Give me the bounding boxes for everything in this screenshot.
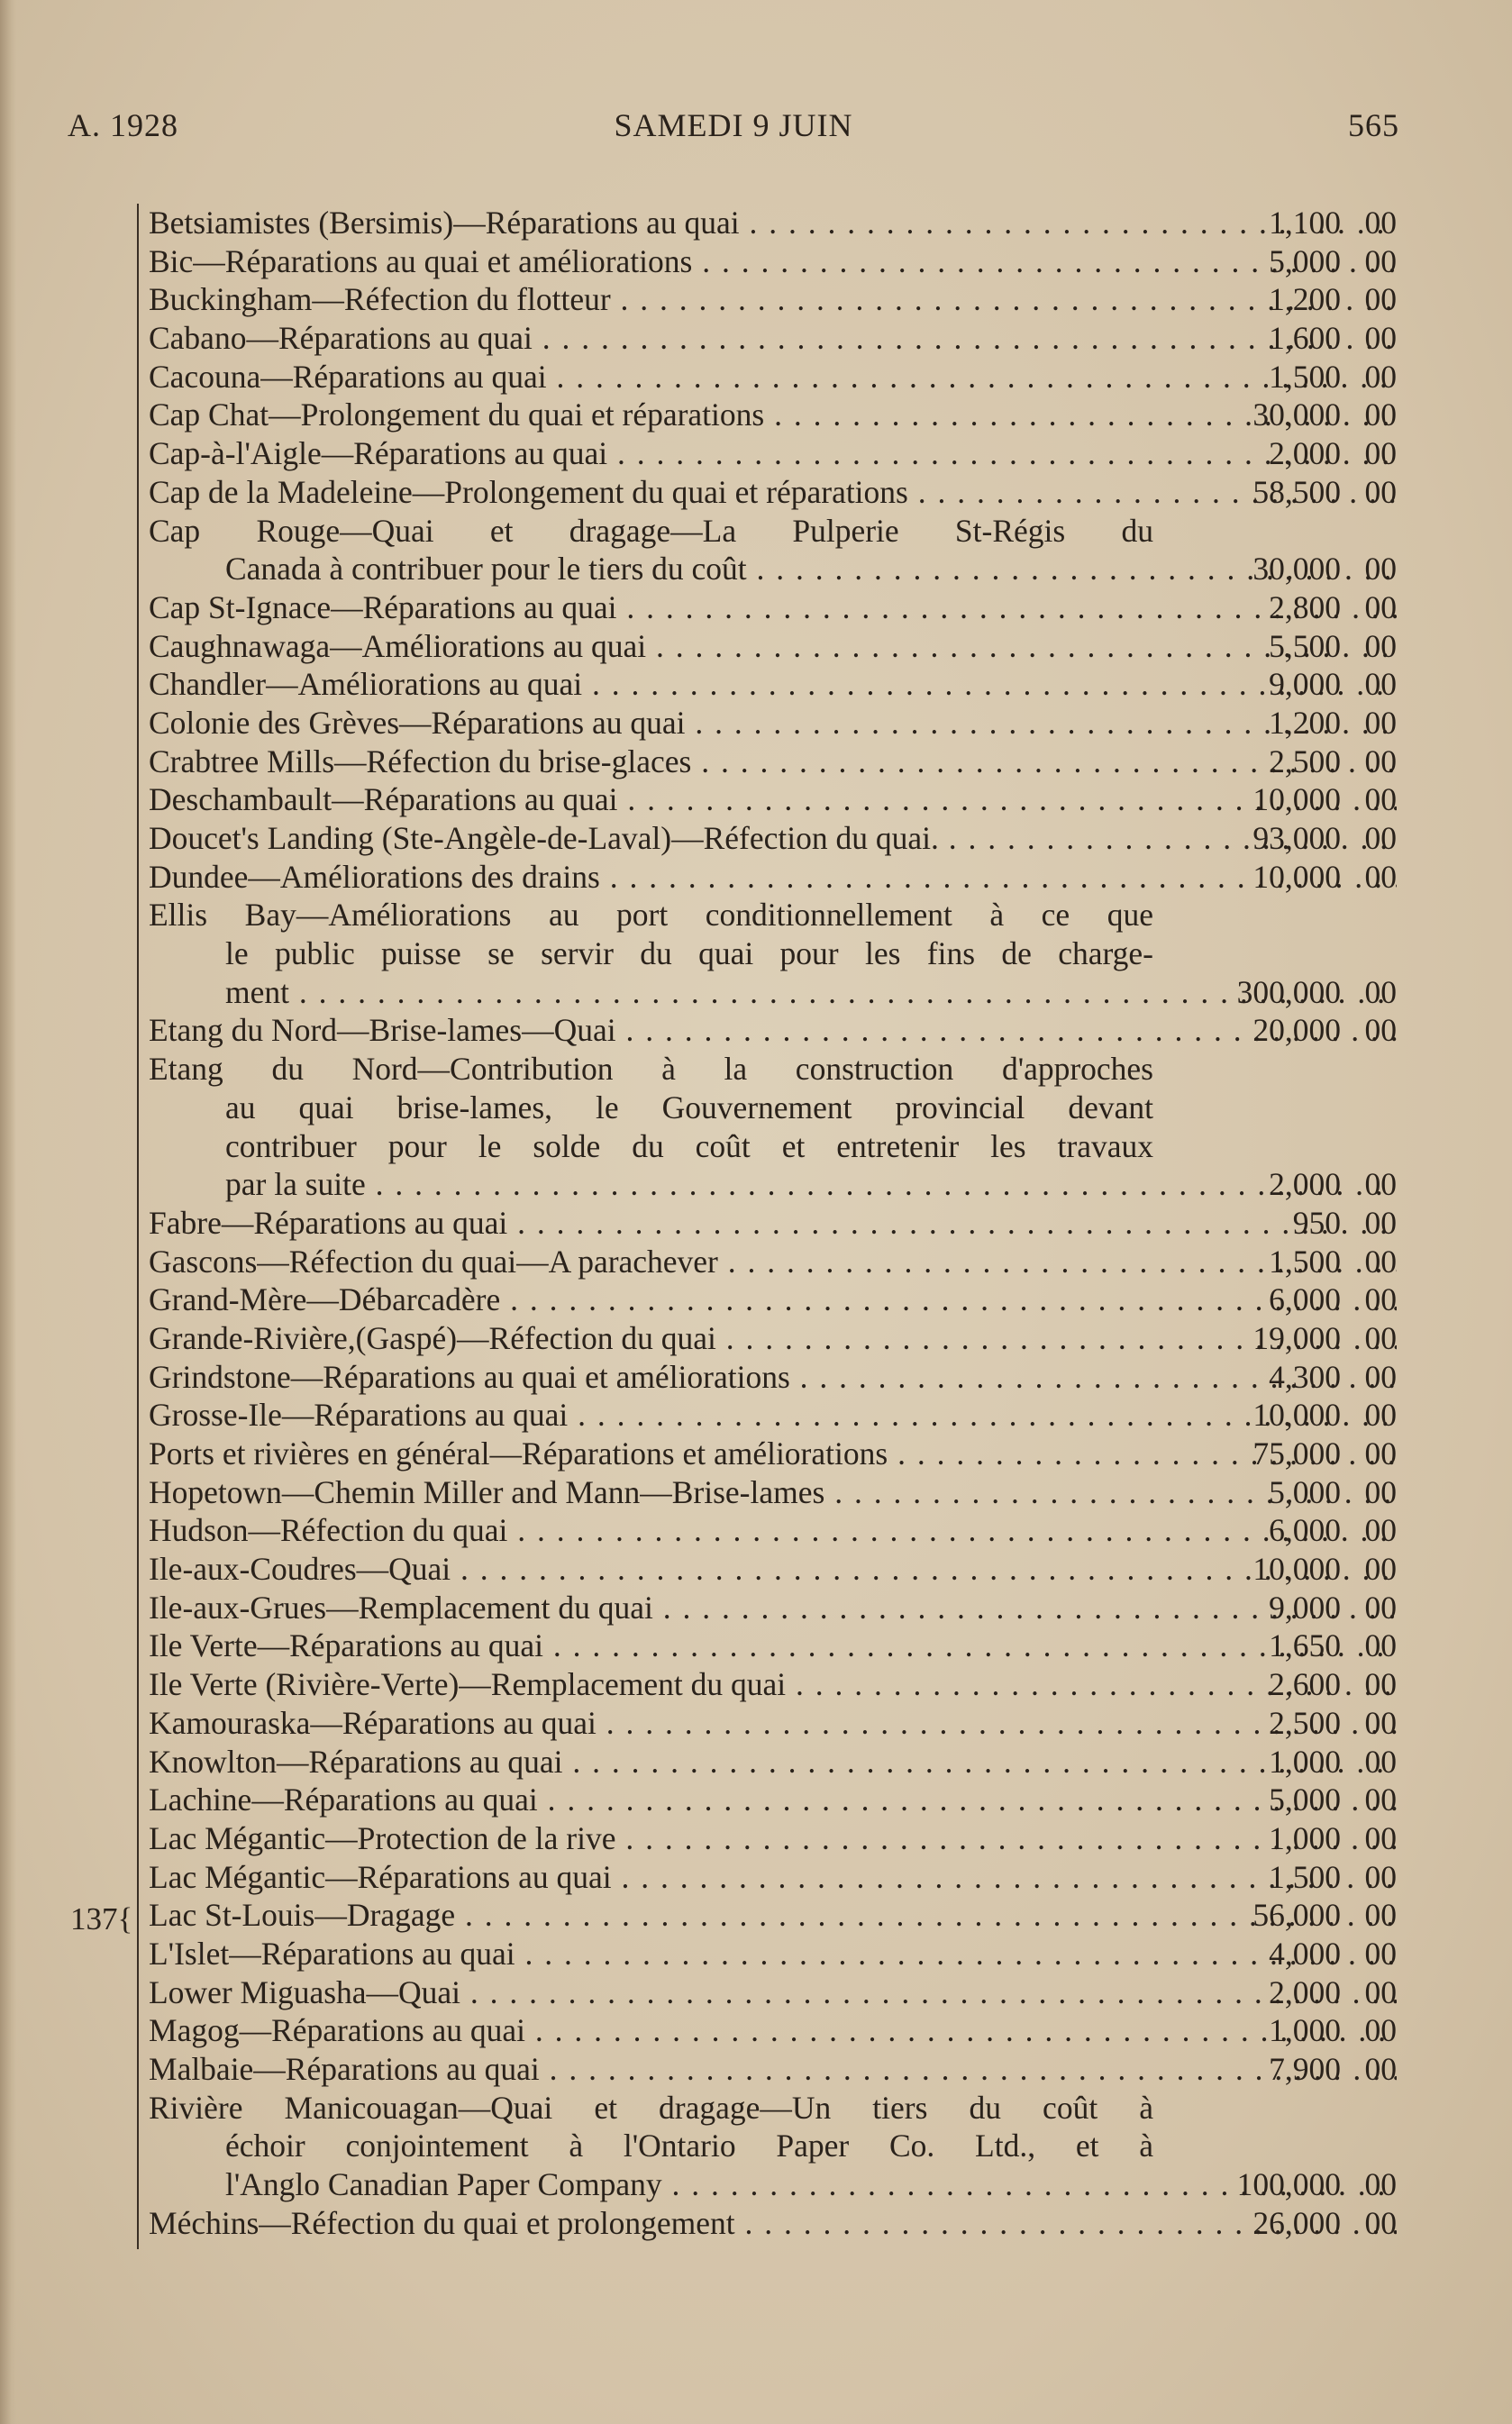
amount-dollars: 93,000: [1252, 820, 1341, 856]
entry-description-line: [149, 1627, 1397, 1665]
amount-cents: 00: [1364, 2012, 1397, 2049]
amount-dollars: 20,000: [1252, 1012, 1341, 1049]
expenditure-entry: [149, 2089, 1397, 2204]
entry-description-line: [149, 1050, 1397, 1089]
entry-amount: [1162, 1511, 1397, 1550]
amount-dollars: 100,000: [1236, 2166, 1341, 2203]
expenditure-entry: [149, 2204, 1397, 2243]
amount-dollars: 1,000: [1269, 1819, 1341, 1856]
entry-amount: [1162, 1819, 1397, 1858]
entry-description-text: échoir conjointement à l'Ontario Paper Co. Ltd., et à: [225, 2128, 1153, 2164]
amount-dollars: 58,500: [1252, 473, 1341, 510]
amount-dollars: 1,500: [1269, 358, 1341, 395]
entry-description-line: [149, 2127, 1397, 2165]
entry-description-text: ment: [225, 973, 289, 1010]
amount-cents: 00: [1364, 743, 1397, 779]
entry-description-text: Doucet's Landing (Ste-Angèle-de-Laval)—Réfection du quai.: [149, 820, 939, 856]
entry-description-line: [149, 2050, 1397, 2089]
amount-cents: 00: [1364, 205, 1397, 241]
amount-cents: 00: [1364, 2204, 1397, 2241]
entry-amount: [1162, 704, 1397, 743]
entry-description-line: [149, 1089, 1397, 1127]
entry-amount: [1162, 780, 1397, 819]
entry-amount: [1162, 1973, 1397, 2012]
entry-description-line: [149, 2204, 1397, 2243]
amount-cents: 00: [1364, 973, 1397, 1010]
expenditure-entry: [149, 1627, 1397, 1665]
entry-amount: [1162, 973, 1397, 1012]
entry-amount: [1162, 588, 1397, 627]
amount-dollars: 10,000: [1252, 858, 1341, 895]
entry-description-line: [149, 1280, 1397, 1319]
entry-description-line: [149, 780, 1397, 819]
entry-description-text: Lac Mégantic—Réparations au quai: [149, 1858, 612, 1895]
amount-dollars: 2,000: [1269, 1166, 1341, 1203]
expenditure-entry: [149, 204, 1397, 242]
entry-description-text: Lac St-Louis—Dragage: [149, 1897, 456, 1934]
amount-cents: 00: [1364, 820, 1397, 856]
entry-description-text: au quai brise-lames, le Gouvernement provincial devant: [225, 1089, 1153, 1125]
amount-dollars: 5,500: [1269, 627, 1341, 664]
expenditure-entry: [149, 627, 1397, 666]
entry-description-line: [149, 1127, 1397, 1166]
expenditure-entry: [149, 1781, 1397, 1819]
amount-cents: 00: [1364, 704, 1397, 741]
amount-dollars: 56,000: [1252, 1897, 1341, 1934]
entry-amount: [1162, 242, 1397, 281]
amount-dollars: 26,000: [1252, 2204, 1341, 2241]
expenditure-entry: [149, 1204, 1397, 1243]
entry-description-text: Cap Rouge—Quai et dragage—La Pulperie St-Régis du: [149, 512, 1153, 549]
entry-description-line: [149, 280, 1397, 319]
entry-description-line: [149, 1243, 1397, 1281]
entry-amount: [1162, 1011, 1397, 1050]
entry-amount: [1162, 2204, 1397, 2243]
entry-description-line: [149, 1511, 1397, 1550]
amount-cents: 00: [1364, 242, 1397, 279]
entry-description-text: Canada à contribuer pour le tiers du coût: [225, 551, 747, 588]
amount-cents: 00: [1364, 435, 1397, 472]
amount-cents: 00: [1364, 1935, 1397, 1972]
entry-amount: [1162, 1280, 1397, 1319]
entry-description-line: [149, 1396, 1397, 1435]
entry-description-text: Hopetown—Chemin Miller and Mann—Brise-lames: [149, 1473, 825, 1510]
entries-bracket: [137, 204, 139, 2249]
header-page-number: 565: [1348, 107, 1399, 143]
entry-amount: [1162, 1396, 1397, 1435]
expenditure-entry: [149, 512, 1397, 588]
amount-cents: 00: [1364, 1782, 1397, 1818]
entry-description-line: [149, 1819, 1397, 1858]
entry-amount: [1162, 1781, 1397, 1819]
entry-description-line: [149, 1665, 1397, 1704]
entry-description-line: [149, 2165, 1397, 2204]
amount-cents: 00: [1364, 781, 1397, 818]
expenditure-list: [149, 204, 1397, 2242]
expenditure-entry: [149, 665, 1397, 704]
entry-description-text: Ports et rivières en général—Réparations et améliorations: [149, 1435, 888, 1472]
entry-description-text: Cap de la Madeleine—Prolongement du quai et réparations: [149, 473, 908, 510]
amount-dollars: 5,000: [1269, 1473, 1341, 1510]
amount-cents: 00: [1364, 1512, 1397, 1549]
entry-description-text: Gascons—Réfection du quai—A parachever: [149, 1243, 718, 1280]
entry-description-text: Cap-à-l'Aigle—Réparations au quai: [149, 435, 608, 472]
entry-description-text: Cap Chat—Prolongement du quai et réparations: [149, 396, 765, 433]
header-date: SAMEDI 9 JUIN: [614, 107, 853, 143]
amount-cents: 00: [1364, 1204, 1397, 1241]
amount-dollars: 2,500: [1269, 743, 1341, 779]
entry-description-text: Fabre—Réparations au quai: [149, 1204, 508, 1241]
amount-dollars: 6,000: [1269, 1512, 1341, 1549]
entry-description-text: Buckingham—Réfection du flotteur: [149, 281, 611, 318]
entry-description-line: [149, 1550, 1397, 1589]
amount-cents: 00: [1364, 1358, 1397, 1395]
entry-amount: [1162, 434, 1397, 473]
page-header: [68, 106, 1399, 151]
amount-dollars: 1,200: [1269, 704, 1341, 741]
amount-cents: 00: [1364, 1281, 1397, 1318]
entry-description-text: Ellis Bay—Améliorations au port conditionnellement à ce que: [149, 897, 1153, 934]
entry-amount: [1162, 1665, 1397, 1704]
amount-dollars: 1,000: [1269, 2012, 1341, 2049]
entry-amount: [1162, 280, 1397, 319]
entry-description-text: l'Anglo Canadian Paper Company: [225, 2166, 662, 2203]
entry-description-text: Caughnawaga—Améliorations au quai: [149, 627, 647, 664]
expenditure-entry: [149, 819, 1397, 858]
entry-description-text: Grosse-Ile—Réparations au quai: [149, 1397, 569, 1434]
entry-amount: [1162, 1165, 1397, 1204]
amount-dollars: 1,500: [1269, 1858, 1341, 1895]
amount-dollars: 19,000: [1252, 1319, 1341, 1356]
entry-amount: [1162, 358, 1397, 396]
entry-description-line: [149, 512, 1397, 551]
entry-amount: [1162, 2011, 1397, 2050]
entry-description-text: Grindstone—Réparations au quai et améliorations: [149, 1358, 790, 1395]
amount-cents: 00: [1364, 320, 1397, 357]
expenditure-entry: [149, 319, 1397, 358]
entry-amount: [1162, 743, 1397, 781]
amount-dollars: 6,000: [1269, 1281, 1341, 1318]
expenditure-entry: [149, 1280, 1397, 1319]
amount-dollars: 9,000: [1269, 1589, 1341, 1626]
entry-description-line: [149, 1743, 1397, 1782]
expenditure-entry: [149, 1435, 1397, 1473]
expenditure-entry: [149, 1896, 1397, 1935]
entry-description-line: [149, 358, 1397, 396]
expenditure-entry: [149, 1511, 1397, 1550]
entry-amount: [1162, 665, 1397, 704]
entry-amount: [1162, 858, 1397, 897]
expenditure-entry: [149, 896, 1397, 1011]
amount-cents: 00: [1364, 2051, 1397, 2087]
entry-description-line: [149, 1358, 1397, 1397]
amount-dollars: 7,900: [1269, 2051, 1341, 2087]
entry-description-line: [149, 1704, 1397, 1743]
entry-amount: [1162, 1704, 1397, 1743]
amount-cents: 00: [1364, 1704, 1397, 1741]
entry-amount: [1162, 1550, 1397, 1589]
entry-description-text: contribuer pour le solde du coût et entretenir les travaux: [225, 1127, 1153, 1164]
expenditure-entry: [149, 1819, 1397, 1858]
amount-cents: 00: [1364, 396, 1397, 433]
amount-cents: 00: [1364, 1397, 1397, 1434]
amount-dollars: 10,000: [1252, 1551, 1341, 1588]
amount-dollars: 5,000: [1269, 242, 1341, 279]
amount-dollars: 950: [1292, 1204, 1341, 1241]
entry-description-text: par la suite: [225, 1166, 366, 1203]
amount-dollars: 30,000: [1252, 551, 1341, 588]
entry-description-line: [149, 2011, 1397, 2050]
amount-dollars: 2,600: [1269, 1666, 1341, 1703]
entry-amount: [1162, 1935, 1397, 1973]
entry-description-line: [149, 319, 1397, 358]
amount-cents: 00: [1364, 1012, 1397, 1049]
amount-cents: 00: [1364, 858, 1397, 895]
entry-description-line: [149, 627, 1397, 666]
entry-description-line: [149, 2089, 1397, 2128]
expenditure-entry: [149, 780, 1397, 819]
entry-description-line: [149, 973, 1397, 1012]
entry-description-text: Ile-aux-Grues—Remplacement du quai: [149, 1589, 653, 1626]
amount-cents: 00: [1364, 588, 1397, 625]
expenditure-entry: [149, 434, 1397, 473]
amount-dollars: 1,000: [1269, 1743, 1341, 1780]
entry-description-line: [149, 1011, 1397, 1050]
entry-amount: [1162, 1627, 1397, 1665]
entry-description-line: [149, 858, 1397, 897]
entry-description-text: Deschambault—Réparations au quai: [149, 781, 618, 818]
amount-dollars: 1,650: [1269, 1627, 1341, 1664]
expenditure-entry: [149, 1319, 1397, 1358]
entry-amount: [1162, 1858, 1397, 1897]
expenditure-entry: [149, 1973, 1397, 2012]
entry-amount: [1162, 1243, 1397, 1281]
amount-dollars: 1,600: [1269, 320, 1341, 357]
amount-dollars: 5,000: [1269, 1782, 1341, 1818]
entry-amount: [1162, 1473, 1397, 1512]
entry-description-text: Rivière Manicouagan—Quai et dragage—Un tiers du coût à: [149, 2089, 1153, 2126]
expenditure-entry: [149, 2011, 1397, 2050]
entry-description-text: Cacouna—Réparations au quai: [149, 358, 547, 395]
expenditure-entry: [149, 1704, 1397, 1743]
amount-cents: 00: [1364, 358, 1397, 395]
entry-description-text: Magog—Réparations au quai: [149, 2012, 526, 2049]
expenditure-entry: [149, 280, 1397, 319]
amount-cents: 00: [1364, 627, 1397, 664]
amount-dollars: 1,500: [1269, 1243, 1341, 1280]
entry-description-line: [149, 1935, 1397, 1973]
entry-description-line: [149, 1896, 1397, 1935]
entry-description-line: [149, 1781, 1397, 1819]
expenditure-entry: [149, 743, 1397, 781]
entry-description-line: [149, 704, 1397, 743]
entry-amount: [1162, 1319, 1397, 1358]
amount-dollars: 10,000: [1252, 1397, 1341, 1434]
expenditure-entry: [149, 1011, 1397, 1050]
amount-cents: 00: [1364, 1666, 1397, 1703]
expenditure-entry: [149, 1243, 1397, 1281]
amount-cents: 00: [1364, 1551, 1397, 1588]
expenditure-entry: [149, 358, 1397, 396]
entry-description-text: Grand-Mère—Débarcadère: [149, 1281, 501, 1318]
amount-cents: 00: [1364, 1589, 1397, 1626]
entry-description-line: [149, 1319, 1397, 1358]
entry-description-line: [149, 1589, 1397, 1627]
amount-cents: 00: [1364, 281, 1397, 318]
amount-dollars: 2,000: [1269, 435, 1341, 472]
amount-cents: 00: [1364, 1627, 1397, 1664]
entry-description-text: Betsiamistes (Bersimis)—Réparations au quai: [149, 205, 740, 241]
entry-description-line: [149, 1473, 1397, 1512]
entry-amount: [1162, 204, 1397, 242]
entry-description-text: Etang du Nord—Contribution à la construction d'approches: [149, 1051, 1153, 1088]
amount-dollars: 4,000: [1269, 1935, 1341, 1972]
entry-description-text: Ile Verte—Réparations au quai: [149, 1627, 544, 1664]
entry-description-line: [149, 473, 1397, 512]
entry-amount: [1162, 819, 1397, 858]
expenditure-entry: [149, 1550, 1397, 1589]
expenditure-entry: [149, 1589, 1397, 1627]
entry-description-text: Bic—Réparations au quai et améliorations: [149, 242, 693, 279]
entry-description-text: Malbaie—Réparations au quai: [149, 2051, 540, 2087]
amount-cents: 00: [1364, 473, 1397, 510]
entry-description-line: [149, 1973, 1397, 2012]
entry-description-text: Crabtree Mills—Réfection du brise-glaces: [149, 743, 692, 779]
entry-description-text: Dundee—Améliorations des drains: [149, 858, 600, 895]
entry-amount: [1162, 1743, 1397, 1782]
entry-description-text: L'Islet—Réparations au quai: [149, 1935, 515, 1972]
margin-item-number: 137{: [70, 1901, 133, 1936]
amount-cents: 00: [1364, 2166, 1397, 2203]
amount-dollars: 10,000: [1252, 781, 1341, 818]
amount-cents: 00: [1364, 1435, 1397, 1472]
expenditure-entry: [149, 704, 1397, 743]
expenditure-entry: [149, 588, 1397, 627]
entry-description-text: Cabano—Réparations au quai: [149, 320, 533, 357]
entry-description-text: Méchins—Réfection du quai et prolongement: [149, 2204, 735, 2241]
amount-dollars: 1,200: [1269, 281, 1341, 318]
entry-description-text: Ile Verte (Rivière-Verte)—Remplacement du quai: [149, 1666, 787, 1703]
entry-amount: [1162, 473, 1397, 512]
entry-description-text: Lac Mégantic—Protection de la rive: [149, 1819, 616, 1856]
entry-amount: [1162, 1204, 1397, 1243]
entry-description-line: [149, 550, 1397, 588]
amount-cents: 00: [1364, 1243, 1397, 1280]
entry-description-line: [149, 434, 1397, 473]
entry-description-line: [149, 665, 1397, 704]
amount-cents: 00: [1364, 1973, 1397, 2010]
header-session-year: A. 1928: [68, 107, 178, 143]
entry-description-text: Lower Miguasha—Quai: [149, 1973, 461, 2010]
amount-cents: 00: [1364, 1319, 1397, 1356]
expenditure-entry: [149, 1858, 1397, 1897]
entry-description-text: Knowlton—Réparations au quai: [149, 1743, 563, 1780]
amount-dollars: 30,000: [1252, 396, 1341, 433]
entry-description-line: [149, 896, 1397, 934]
entry-amount: [1162, 1896, 1397, 1935]
amount-cents: 00: [1364, 1473, 1397, 1510]
expenditure-entry: [149, 242, 1397, 281]
entry-amount: [1162, 550, 1397, 588]
amount-cents: 00: [1364, 551, 1397, 588]
entry-description-text: Lachine—Réparations au quai: [149, 1782, 538, 1818]
entry-description-line: [149, 1858, 1397, 1897]
entry-description-line: [149, 1165, 1397, 1204]
amount-dollars: 300,000: [1236, 973, 1341, 1010]
amount-dollars: 2,000: [1269, 1973, 1341, 2010]
entry-description-text: le public puisse se servir du quai pour les fins de charge-: [225, 935, 1153, 972]
entry-description-line: [149, 819, 1397, 858]
amount-cents: 00: [1364, 1743, 1397, 1780]
amount-dollars: 1,100: [1269, 205, 1341, 241]
expenditure-entry: [149, 1396, 1397, 1435]
entry-description-text: Ile-aux-Coudres—Quai: [149, 1551, 451, 1588]
entry-description-text: Kamouraska—Réparations au quai: [149, 1704, 597, 1741]
entry-amount: [1162, 2165, 1397, 2204]
entry-description-line: [149, 743, 1397, 781]
page-spine-shadow: [0, 0, 16, 2424]
expenditure-entry: [149, 2050, 1397, 2089]
amount-dollars: 2,500: [1269, 1704, 1341, 1741]
amount-cents: 00: [1364, 1166, 1397, 1203]
entry-description-line: [149, 934, 1397, 973]
entry-description-line: [149, 242, 1397, 281]
amount-dollars: 75,000: [1252, 1435, 1341, 1472]
entry-description-text: Colonie des Grèves—Réparations au quai: [149, 704, 686, 741]
entry-description-line: [149, 396, 1397, 434]
entry-description-text: Etang du Nord—Brise-lames—Quai: [149, 1012, 616, 1049]
expenditure-entry: [149, 1743, 1397, 1782]
expenditure-entry: [149, 473, 1397, 512]
expenditure-entry: [149, 1050, 1397, 1204]
entry-amount: [1162, 319, 1397, 358]
entry-amount: [1162, 1589, 1397, 1627]
entry-amount: [1162, 627, 1397, 666]
entry-description-text: Grande-Rivière,(Gaspé)—Réfection du quai: [149, 1319, 716, 1356]
amount-cents: 00: [1364, 1858, 1397, 1895]
entry-description-line: [149, 204, 1397, 242]
entry-amount: [1162, 396, 1397, 434]
entry-description-line: [149, 1204, 1397, 1243]
expenditure-entry: [149, 1935, 1397, 1973]
expenditure-entry: [149, 858, 1397, 897]
amount-dollars: 9,000: [1269, 666, 1341, 703]
amount-cents: 00: [1364, 1819, 1397, 1856]
entry-amount: [1162, 2050, 1397, 2089]
expenditure-entry: [149, 1665, 1397, 1704]
expenditure-entry: [149, 396, 1397, 434]
entry-description-line: [149, 588, 1397, 627]
entry-amount: [1162, 1358, 1397, 1397]
amount-dollars: 4,300: [1269, 1358, 1341, 1395]
expenditure-entry: [149, 1358, 1397, 1397]
entry-description-text: Hudson—Réfection du quai: [149, 1512, 508, 1549]
entry-amount: [1162, 1435, 1397, 1473]
entry-description-line: [149, 1435, 1397, 1473]
entry-description-text: Chandler—Améliorations au quai: [149, 666, 583, 703]
entry-description-text: Cap St-Ignace—Réparations au quai: [149, 588, 617, 625]
expenditure-entry: [149, 1473, 1397, 1512]
amount-cents: 00: [1364, 666, 1397, 703]
amount-cents: 00: [1364, 1897, 1397, 1934]
amount-dollars: 2,800: [1269, 588, 1341, 625]
